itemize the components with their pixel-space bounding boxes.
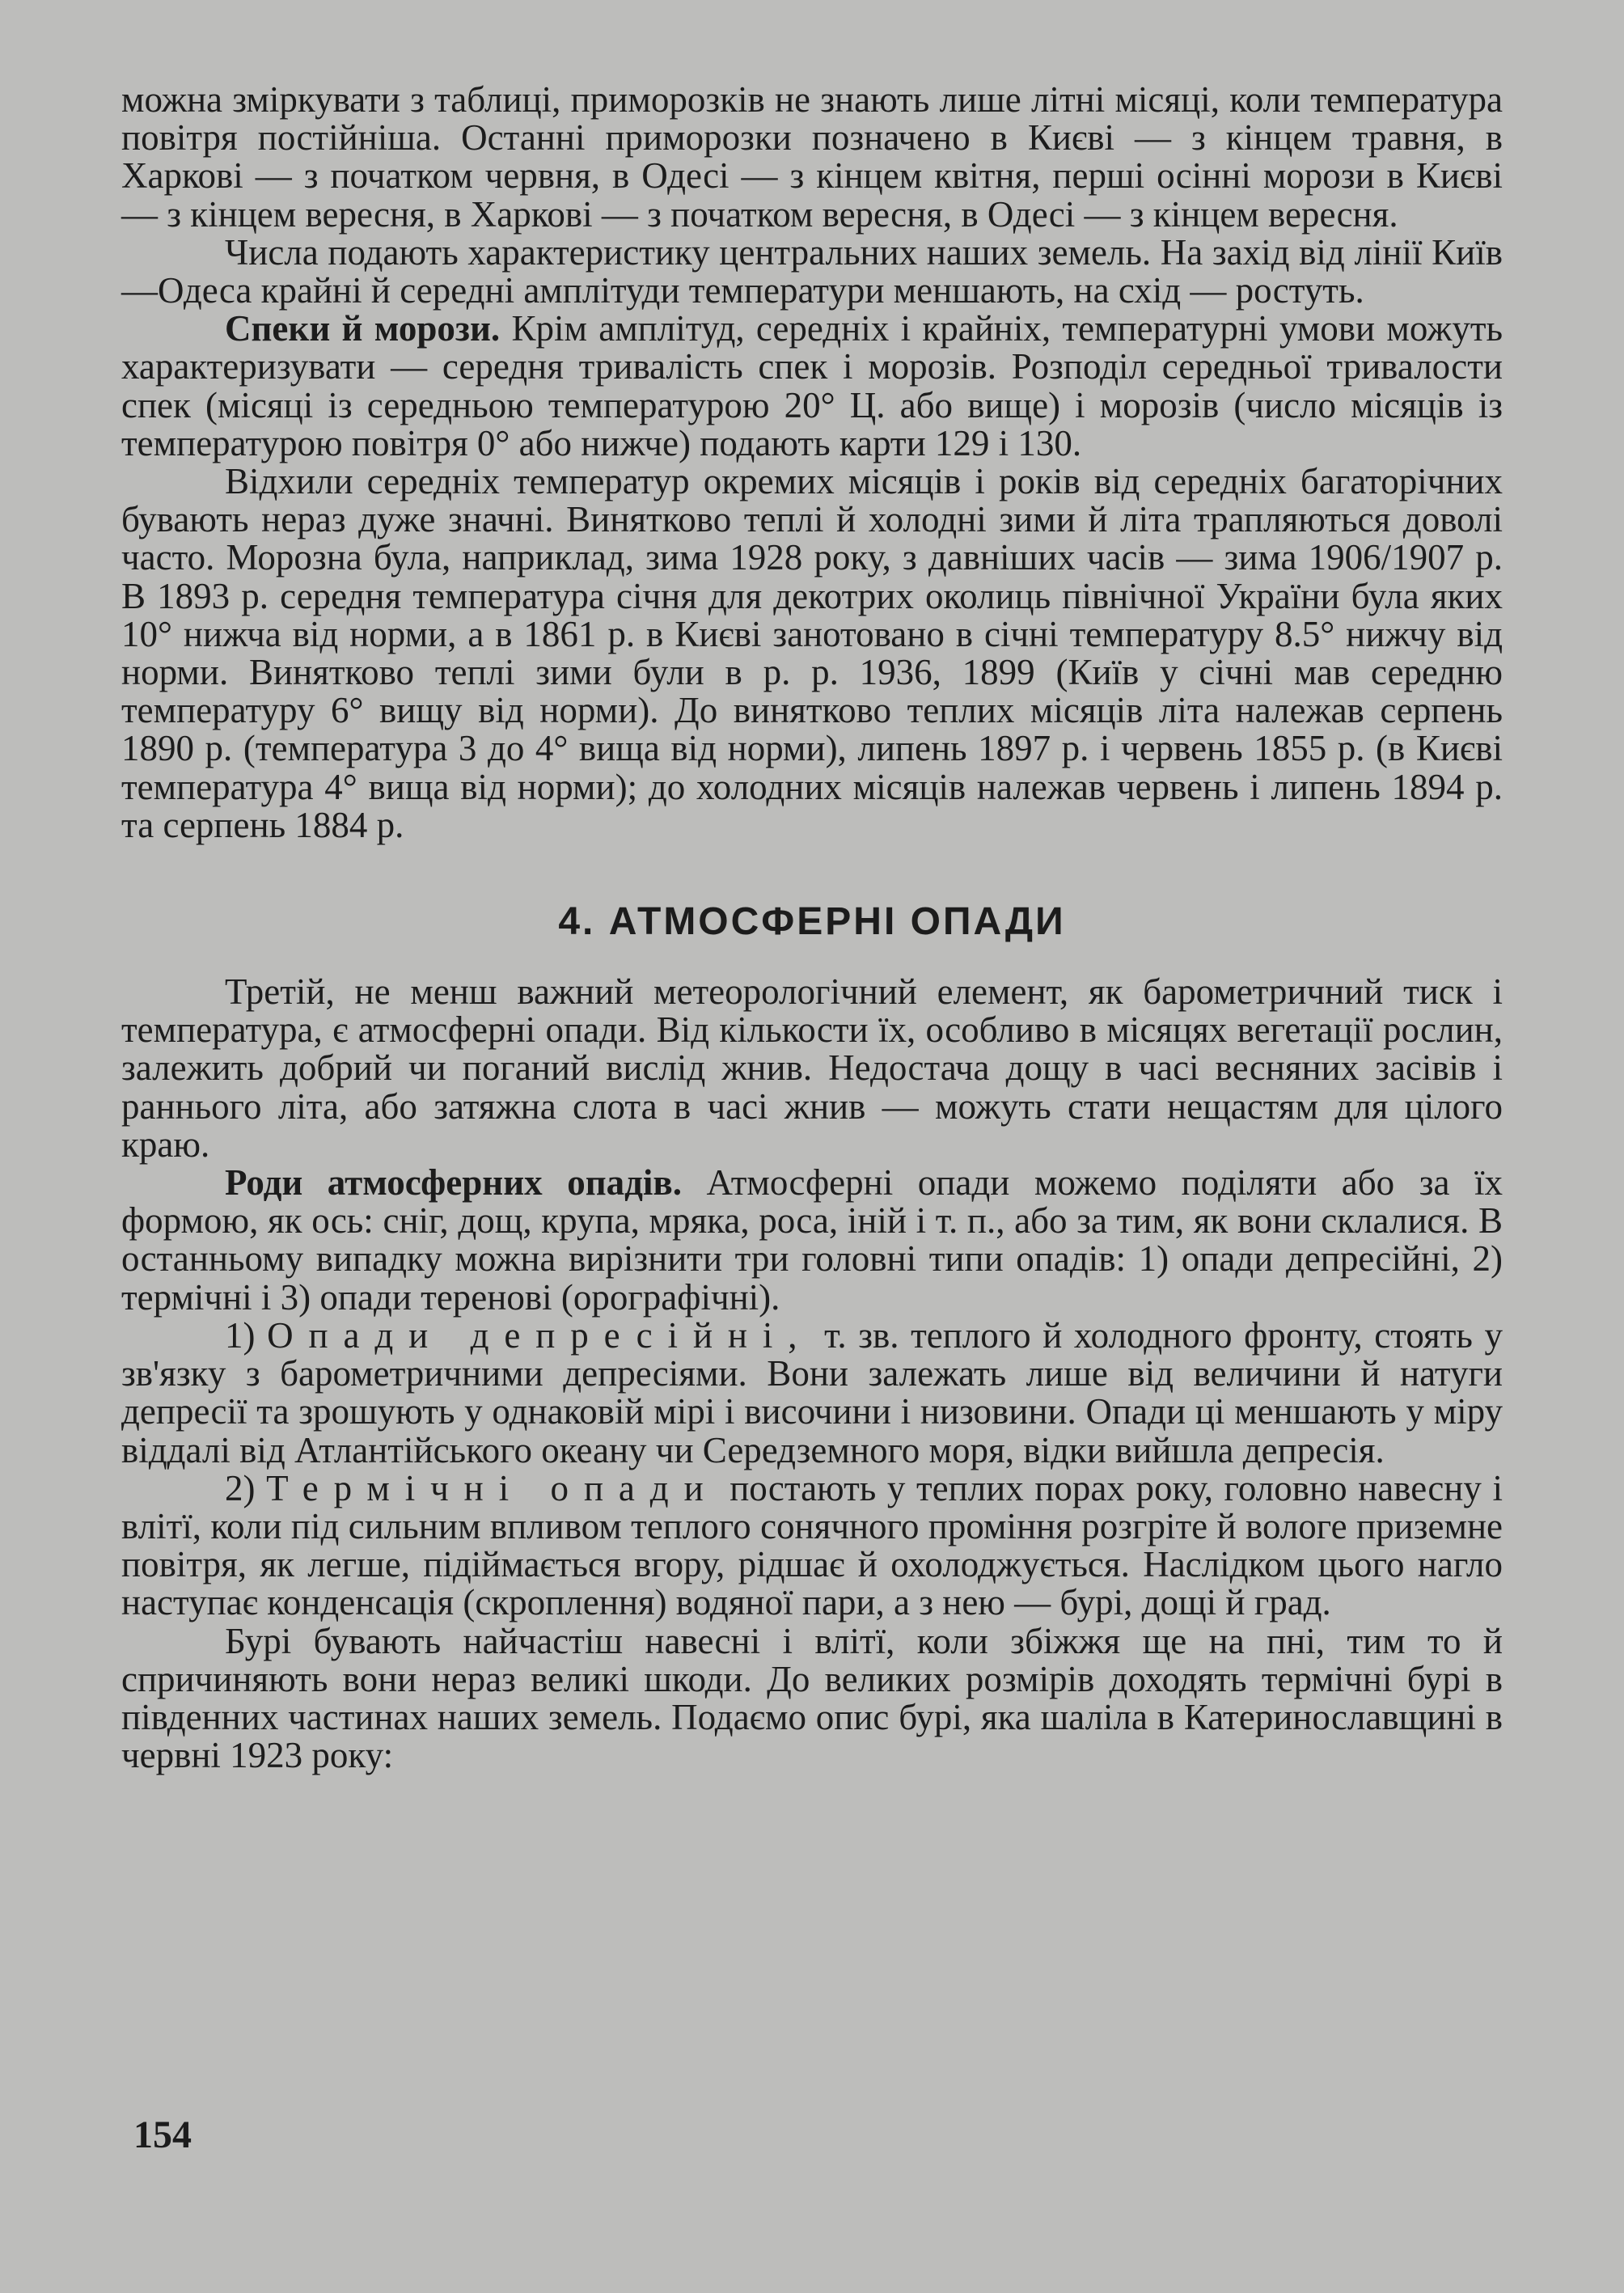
spaced-term-thermal: Термічні опади [266,1467,719,1508]
paragraph-text: Крім амплітуд, середніх і крайніх, температурні умови можуть характеризувати — середня тривалість спек і морозів. Розподіл середньої тривалости спек (місяці із середньою температурою 20° Ц. або вище) і морозів (число місяців із температурою повітря 0° або нижче) подають карти 129 і 130. [121,308,1503,463]
run-in-heading-precipitation-types: Роди атмосферних опадів. [225,1162,682,1204]
section-title: 4. АТМОСФЕРНІ ОПАДИ [558,900,1066,944]
paragraph-text: т. зв. теплого й холодного фронту, стоять у зв'язку з барометричними депресіями. Вони залежать лише від величини й натуги депресії та зрошують у однаковій мірі і височини і низовини. Опади ці меншають у міру віддалі від Атлантійського океану чи Середземного моря, відки вийшла депресія. [121,1314,1503,1470]
paragraph-precipitation-intro: Третій, не менш важний метеорологічний елемент, як барометричний тиск і температура, є атмосферні опади. Від кількости їх, особливо в місяцях вегетації рослин, залежить добрий чи поганий вислід жнив. Недостача дощу в часі весняних засівів і раннього літа, або затяжна слота в часі жнив — можуть стати нещастям для цілого краю. [121,971,1503,1165]
list-prefix: 2) [225,1467,267,1508]
run-in-heading-heat-and-frost: Спеки й морози. [225,308,501,349]
paragraph-depression-precipitation [121,1314,1503,1470]
paragraph-heat-and-frost [121,310,1503,463]
paragraph-deviations: Відхили середніх температур окремих місяців і років від середніх багаторічних бувають нераз дуже значні. Винятково теплі й холодні зими й літа трапляються доволі часто. Морозна була, наприклад, зима 1928 року, з давніших часів — зима 1906/1907 р. В 1893 р. середня температура січня для декотрих околиць північної України була яких 10° нижча від норми, а в 1861 р. в Києві занотовано в січні температуру 8.5° нижчу від норми. Винятково теплі зими були в р. р. 1936, 1899 (Київ у січні мав середню температуру 6° вищу від норми). До винятково теплих місяців літа належав серпень 1890 р. (температура 3 до 4° вища від норми), липень 1897 р. і червень 1855 р. (в Києві температура 4° вища від норми); до холодних місяців належав червень і липень 1894 р. та серпень 1884 р. [121,461,1503,845]
spaced-term-depression: Опади депресійні, [267,1314,813,1356]
paragraph-text: постають у теплих порах року, головно навесну і влітї, коли під сильним впливом теплого сонячного проміння розгріте й вологе приземне повітря, як легше, підіймається вгору, рідшає й охолоджується. Наслідком цього нагло наступає конденсація (скроплення) водяної пари, а з нею — бурі, дощі й град. [121,1467,1503,1623]
paragraph-text: Атмосферні опади можемо поділяти або за їх формою, як ось: сніг, дощ, крупа, мряка, роса, іній і т. п., або за тим, як вони склалися. В останньому випадку можна вирізнити три головні типи опадів: 1) опади депресійні, 2) термічні і 3) опади теренові (орографічні). [121,1162,1503,1318]
paragraph-storms: Бурі бувають найчастіш навесні і влітї, коли збіжжя ще на пні, тим то й спричиняють вони нераз великі шкоди. До великих розмірів доходять термічні бурі в південних частинах наших земель. Подаємо опис бурі, яка шаліла в Катеринославщині в червні 1923 року: [121,1620,1503,1776]
paragraph-precipitation-types [121,1164,1503,1317]
page-number: 154 [133,2113,192,2156]
list-prefix: 1) [225,1314,268,1356]
paragraph-thermal-precipitation [121,1467,1503,1623]
paragraph-amplitudes: Числа подають характеристику центральних наших земель. На захід від лінії Київ—Одеса крайні й середні амплітуди температури меншають, на схід — ростуть. [121,231,1503,311]
paragraph-frost-dates: можна зміркувати з таблиці, приморозків не знають лише літні місяці, коли температура повітря постійніша. Останні приморозки позначено в Києві — з кінцем травня, в Харкові — з початком червня, в Одесі — з кінцем квітня, перші осінні морози в Києві — з кінцем вересня, в Харкові — з початком вересня, в Одесі — з кінцем вересня. [121,79,1503,235]
